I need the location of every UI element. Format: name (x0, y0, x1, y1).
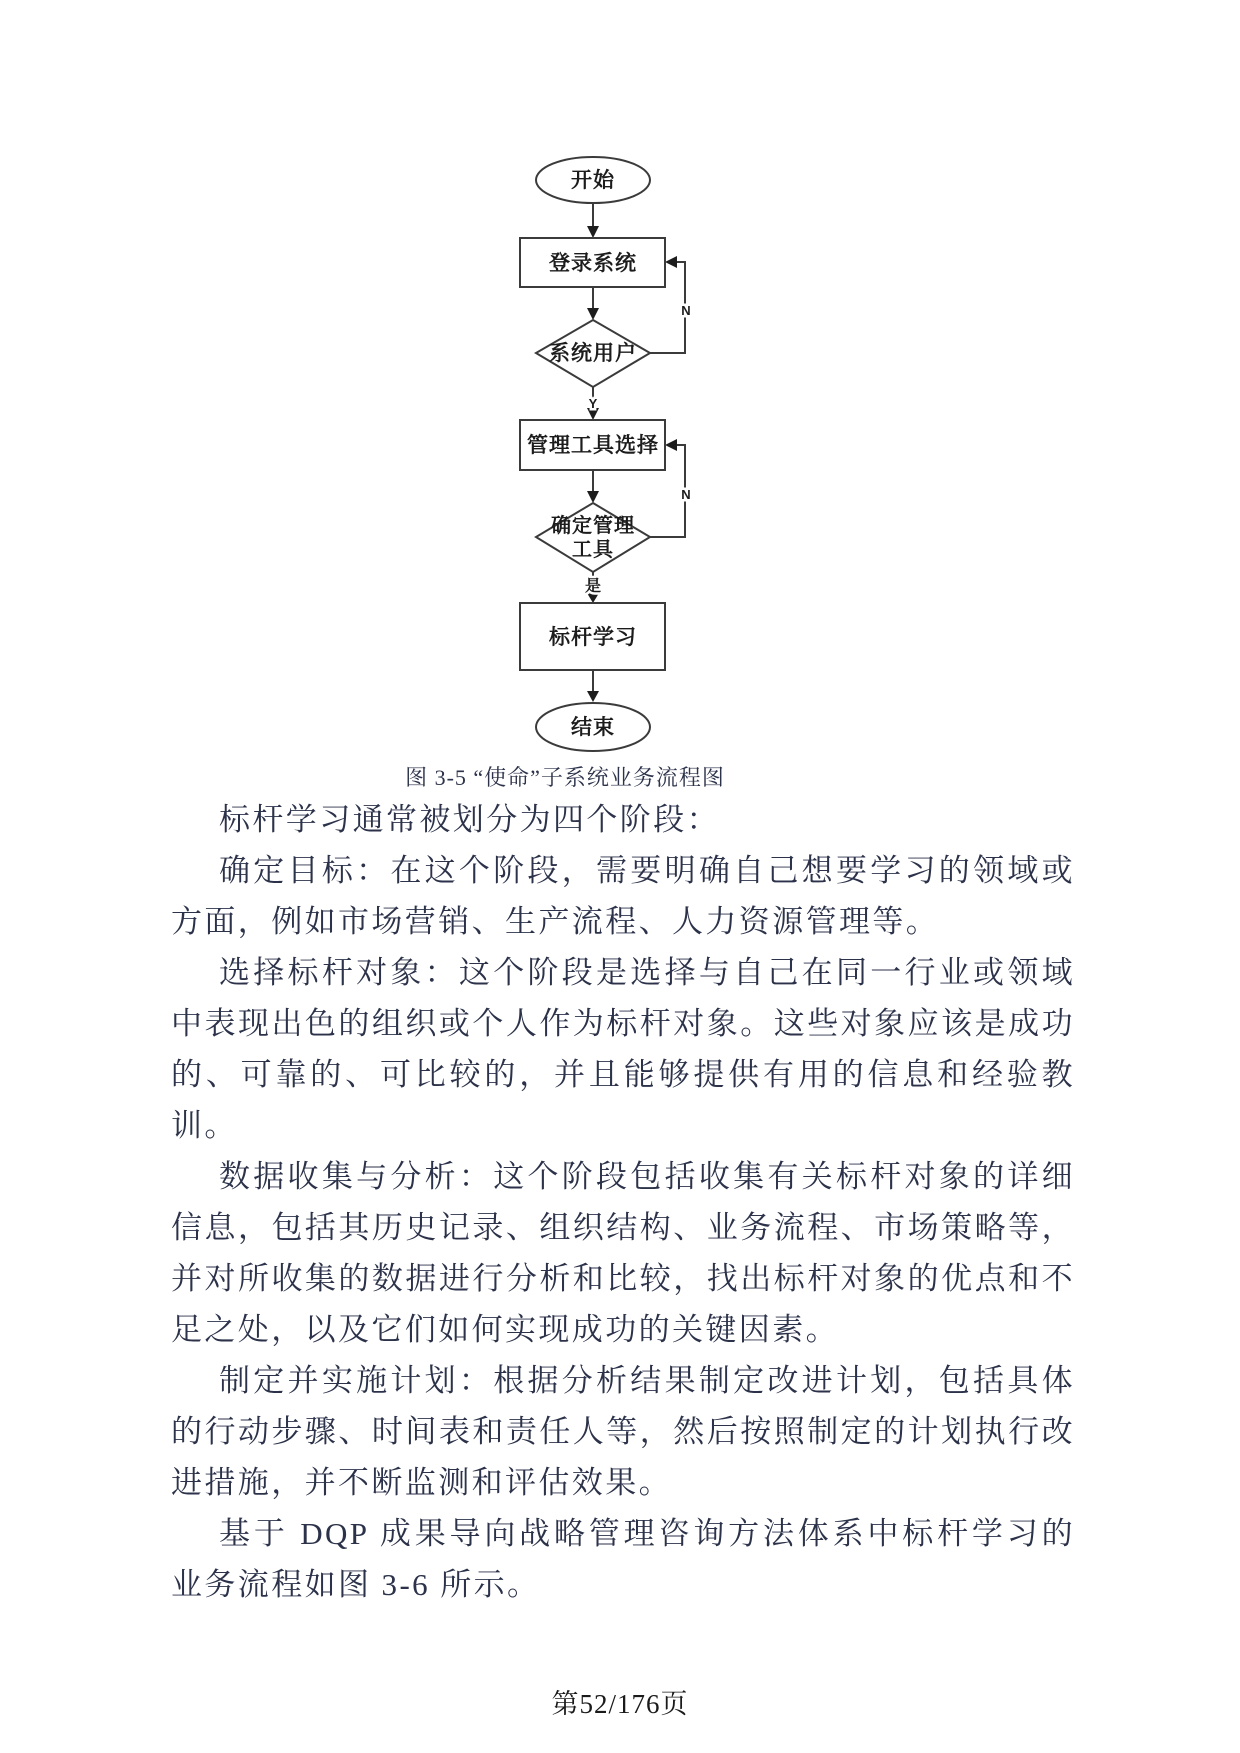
paragraph-stages-intro: 标杆学习通常被划分为四个阶段： (219, 802, 720, 837)
paragraph-dqp-process: 基于 DQP 成果导向战略管理咨询方法体系中标杆学习的业务流程如图 3-6 所示。 (171, 1516, 1075, 1602)
branch-label-n1: N (681, 303, 691, 318)
branch-label-shi: 是 (584, 578, 602, 595)
arrowhead-login (587, 226, 599, 238)
node-usercheck-label: 系统用户 (549, 342, 637, 365)
node-confirm-label-line1: 确定管理 (551, 515, 635, 537)
arrowhead-usercheck (587, 308, 599, 320)
branch-label-n2: N (681, 487, 691, 502)
paragraph-data-analysis: 数据收集与分析：这个阶段包括收集有关标杆对象的详细信息，包括其历史记录、组织结构、业务流程、市场策略等，并对所收集的数据进行分析和比较，找出标杆对象的优点和不足之处，以及它们如何实现成功的关键因素。 (171, 1159, 1075, 1347)
node-end-label: 结束 (571, 716, 615, 739)
arrowhead-end (587, 691, 599, 702)
body-text (171, 794, 1075, 1610)
business-flowchart (343, 140, 843, 760)
figure-caption: 图 3-5 “使命”子系统业务流程图 (405, 765, 725, 790)
node-confirm-label-line2: 工具 (572, 539, 614, 561)
node-confirm-diamond (536, 503, 650, 572)
paragraph-select-target: 选择标杆对象：这个阶段是选择与自己在同一行业或领域中表现出色的组织或个人作为标杆对象。这些对象应该是成功的、可靠的、可比较的，并且能够提供有用的信息和经验教训。 (171, 955, 1075, 1143)
node-start-label: 开始 (571, 169, 615, 192)
paragraph-define-goal: 确定目标：在这个阶段，需要明确自己想要学习的领域或方面，例如市场营销、生产流程、人力资源管理等。 (171, 853, 1075, 939)
arrowhead-loop-login (665, 256, 677, 268)
page-number: 第52/176页 (551, 1689, 689, 1719)
branch-label-y: Y (588, 396, 598, 411)
arrowhead-confirm (587, 491, 599, 503)
paragraph-make-plan: 制定并实施计划：根据分析结果制定改进计划，包括具体的行动步骤、时间表和责任人等，然后按照制定的计划执行改进措施，并不断监测和评估效果。 (171, 1363, 1075, 1500)
node-toolselect-label: 管理工具选择 (527, 434, 659, 457)
node-benchmark-label: 标杆学习 (549, 626, 637, 649)
arrowhead-loop-toolselect (665, 439, 677, 451)
node-login-label: 登录系统 (549, 252, 637, 275)
